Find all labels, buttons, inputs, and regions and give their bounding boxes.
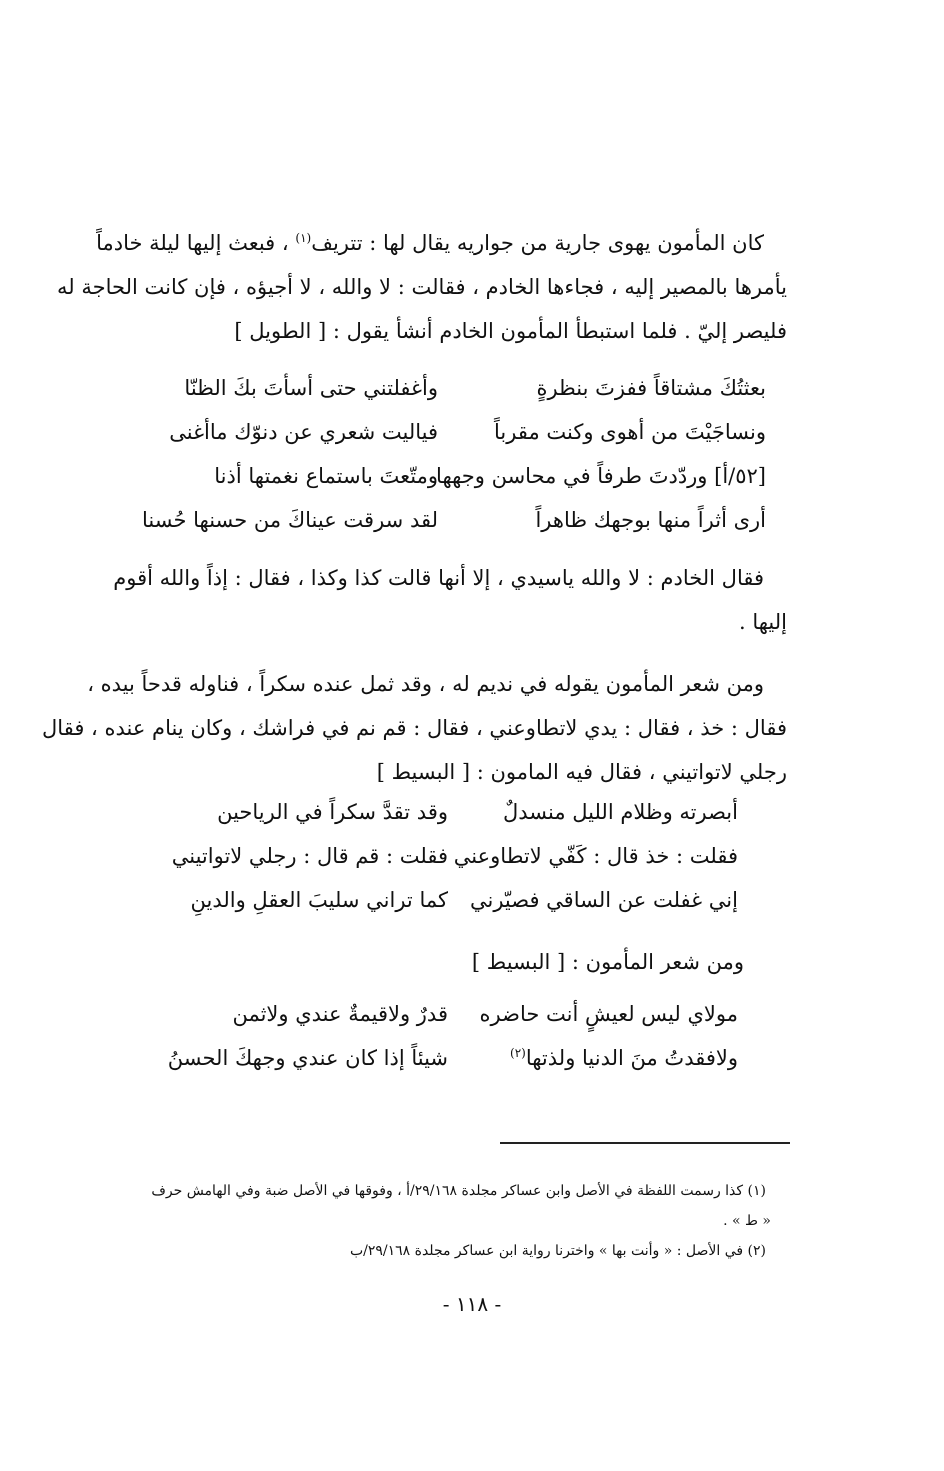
poem-verse bbox=[148, 992, 738, 1036]
verse-first-hemistich: [٥٢/أ] وردّدتَ طرفاً في محاسن وجهها bbox=[436, 464, 766, 488]
paragraph-line: فقال : خذ ، فقال : يدي لاتطاوعني ، فقال : قم نم في فراشك ، وكان ينام عنده ، فقال bbox=[42, 716, 787, 740]
poem-basit-2 bbox=[148, 992, 738, 1080]
paragraph-line: فقال الخادم : لا والله ياسيدي ، إلا أنها قالت كذا وكذا ، فقال : إذاً والله أقوم bbox=[113, 566, 764, 590]
footnote-line: (٢) في الأصل : « وأنت بها » واخترنا رواية ابن عساكر مجلدة ٢٩/١٦٨/ب bbox=[349, 1243, 766, 1259]
page-number: - ١١٨ - bbox=[442, 1292, 502, 1316]
verse-first-hemistich: ولافقدتُ منَ الدنيا ولذتها$^{(٢)}$ bbox=[510, 1046, 738, 1070]
verse-first-hemistich: مولاي ليس لعيشٍ أنت حاضره bbox=[479, 1002, 738, 1026]
verse-second-hemistich: فقلت : قم قال : رجلي لاتواتيني bbox=[171, 844, 448, 868]
nadim-paragraph bbox=[42, 662, 787, 794]
verse-second-hemistich: فياليت شعري عن دنوّك ماأغنى bbox=[169, 420, 438, 444]
poem-heading: ومن شعر المأمون : [ البسيط ] bbox=[471, 950, 744, 974]
poem-verse bbox=[148, 834, 738, 878]
footnote-line: « ط » . bbox=[723, 1213, 771, 1229]
verse-first-hemistich: ونساجَيْتَ من أهوى وكنت مقرباً bbox=[494, 420, 766, 444]
paragraph-line: يأمرها بالمصير إليه ، فجاءها الخادم ، فقالت : لا والله ، لا أجيؤه ، فإن كانت الحاجة له bbox=[57, 275, 787, 299]
paragraph-line: رجلي لاتواتيني ، فقال فيه المامون : [ البسيط ] bbox=[376, 760, 787, 784]
verse-first-hemistich: بعثتُكَ مشتاقاً ففزتَ بنظرةٍ bbox=[536, 376, 766, 400]
footnote-2 bbox=[110, 1236, 766, 1266]
verse-second-hemistich: قدرٌ ولاقيمةٌ عندي ولاثمن bbox=[232, 1002, 448, 1026]
poem-basit-1 bbox=[148, 790, 738, 922]
footnote-1 bbox=[110, 1176, 771, 1236]
poem-verse bbox=[138, 454, 766, 498]
verse-second-hemistich: وقد تقدَّ سكراً في الرياحين bbox=[217, 800, 448, 824]
footnote-marker: (١) bbox=[295, 231, 312, 245]
footnote-line: (١) كذا رسمت اللفظة في الأصل وابن عساكر مجلدة ٢٩/١٦٨/أ ، وفوقها في الأصل ضبة وفي الهامش حرف bbox=[151, 1183, 766, 1199]
verse-first-hemistich: أبصرته وظلام الليل منسدلٌ bbox=[502, 800, 738, 824]
poem-verse bbox=[148, 878, 738, 922]
paragraph-line: كان المأمون يهوى جارية من جواريه يقال لها : تتريف$^{(١)}$ ، فبعث إليها ليلة خادماً bbox=[96, 231, 764, 255]
verse-first-hemistich: أرى أثراً منها بوجهك ظاهراً bbox=[535, 508, 766, 532]
verse-first-hemistich: إني غفلت عن الساقي فصيّرني bbox=[469, 888, 738, 912]
servant-reply-paragraph bbox=[108, 556, 787, 644]
footnote-separator bbox=[500, 1142, 790, 1144]
paragraph-line: فليصر إليّ . فلما استبطأ المأمون الخادم أنشأ يقول : [ الطويل ] bbox=[234, 319, 787, 343]
intro-paragraph bbox=[57, 221, 787, 353]
paragraph-line: إليها . bbox=[739, 610, 787, 634]
verse-first-hemistich: فقلت : خذ قال : كَفّي لاتطاوعني bbox=[453, 844, 738, 868]
poem-verse bbox=[148, 1036, 738, 1080]
poem-verse bbox=[148, 790, 738, 834]
verse-second-hemistich: لقد سرقت عيناكَ من حسنها حُسنا bbox=[142, 508, 438, 532]
poem-verse bbox=[138, 410, 766, 454]
poem-verse bbox=[138, 366, 766, 410]
verse-second-hemistich: شيئاً إذا كان عندي وجهكَ الحسنُ bbox=[167, 1046, 448, 1070]
footnote-marker: (٢) bbox=[510, 1046, 526, 1060]
poem-tawil bbox=[138, 366, 766, 542]
verse-second-hemistich: وأغفلتني حتى أسأتَ بكَ الظنّا bbox=[184, 376, 438, 400]
paragraph-line: ومن شعر المأمون يقوله في نديم له ، وقد ثمل عنده سكراً ، فناوله قدحاً بيده ، bbox=[87, 672, 764, 696]
verse-second-hemistich: كما تراني سليبَ العقلِ والدينِ bbox=[190, 888, 448, 912]
poem-verse bbox=[138, 498, 766, 542]
verse-second-hemistich: ومتّعتَ باستماع نغمتها أذنا bbox=[214, 464, 438, 488]
